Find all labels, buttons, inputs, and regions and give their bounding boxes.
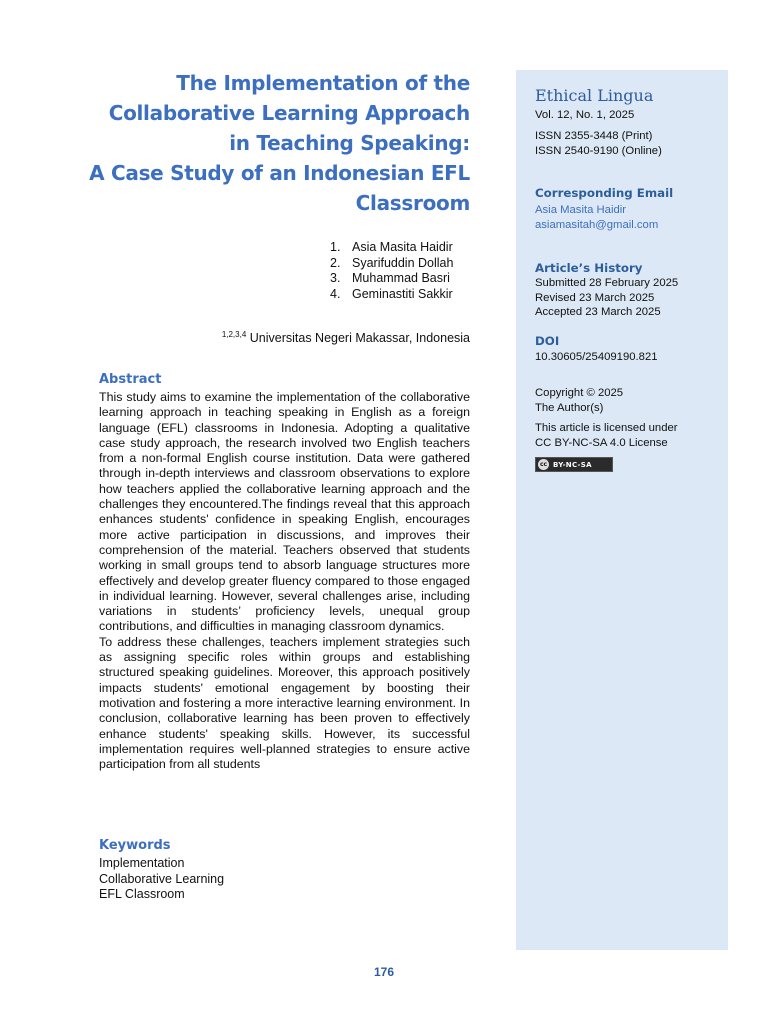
- title-line: Collaborative Learning Approach: [108, 101, 470, 125]
- doi-link[interactable]: 10.30605/25409190.821: [535, 351, 658, 363]
- affiliation-text: Universitas Negeri Makassar, Indonesia: [246, 331, 470, 345]
- cc-badge-label: BY-NC-SA: [553, 460, 592, 469]
- author-list: [330, 240, 470, 302]
- affiliation: [160, 330, 470, 345]
- keyword-item: Implementation: [99, 856, 185, 870]
- author-name: Asia Masita Haidir: [352, 240, 453, 254]
- title-line: The Implementation of the: [176, 71, 470, 95]
- doi-heading: DOI: [535, 334, 560, 348]
- author-number: 3.: [330, 271, 341, 285]
- affiliation-superscript: 1,2,3,4: [221, 330, 247, 339]
- author-item: [330, 240, 470, 256]
- author-number: 2.: [330, 255, 341, 270]
- author-item: [330, 271, 470, 287]
- journal-name: Ethical Lingua: [535, 86, 654, 105]
- keyword-item: EFL Classroom: [99, 887, 185, 901]
- copyright-holder: The Author(s): [535, 402, 604, 414]
- copyright-line: Copyright © 2025: [535, 387, 624, 399]
- author-item: [330, 287, 470, 303]
- email-heading: Corresponding Email: [535, 186, 674, 200]
- cc-license-badge[interactable]: [535, 457, 613, 472]
- issn-online: ISSN 2540-9190 (Online): [535, 145, 662, 157]
- author-item: [330, 256, 470, 272]
- journal-volume: Vol. 12, No. 1, 2025: [535, 109, 635, 121]
- submitted-date: Submitted 28 February 2025: [535, 277, 679, 289]
- article-title: [88, 68, 470, 218]
- abstract-paragraph: This study aims to examine the implementation of the collaborative learning approach in teaching speaking in English as a foreign language (EFL) classrooms in Indonesia. Adopting a qualitative case study approach, the research involved two English teachers from a non-formal English course institution. Data were gathered through in-depth interviews and classroom observations to explore how teachers applied the collaborative learning approach and the challenges they encountered.The findings reveal that this approach enhances students' confidence in speaking English, encourages more active participation in discussions, and improves their comprehension of the material. Teachers observed that students working in small groups tend to absorb language structures more effectively and develop greater fluency compared to those engaged in individual learning. However, several challenges arise, including variations in students’ proficiency levels, unequal group contributions, and difficulties in managing classroom dynamics.: [99, 390, 470, 634]
- creative-commons-icon: cc: [539, 461, 548, 468]
- title-line: A Case Study of an Indonesian EFL: [89, 161, 470, 185]
- journal-info-sidebar: [516, 70, 728, 950]
- corresponding-author-name: Asia Masita Haidir: [535, 204, 627, 216]
- history-heading: Article’s History: [535, 261, 643, 275]
- author-number: 4.: [330, 286, 341, 301]
- author-name: Geminastiti Sakkir: [352, 286, 453, 301]
- abstract-heading: Abstract: [99, 372, 162, 387]
- keywords-list: [99, 856, 224, 903]
- author-name: Muhammad Basri: [352, 271, 450, 285]
- keywords-heading: Keywords: [99, 838, 171, 853]
- corresponding-email-link[interactable]: asiamasitah@gmail.com: [535, 219, 659, 231]
- issn-print: ISSN 2355-3448 (Print): [535, 130, 653, 142]
- author-name: Syarifuddin Dollah: [352, 255, 454, 270]
- abstract-body: [99, 390, 470, 772]
- license-name: CC BY-NC-SA 4.0 License: [535, 437, 668, 449]
- page-number: 176: [373, 965, 395, 979]
- author-number: 1.: [330, 240, 341, 254]
- abstract-paragraph: To address these challenges, teachers implement strategies such as assigning specific roles within groups and establishing structured speaking guidelines. Moreover, this approach positively impacts students' emotional engagement by boosting their motivation and fostering a more interactive learning environment. In conclusion, collaborative learning has been proven to effectively enhance students' speaking skills. However, its successful implementation requires well-planned strategies to ensure active participation from all students: [99, 634, 470, 772]
- keyword-item: Collaborative Learning: [99, 871, 225, 886]
- revised-date: Revised 23 March 2025: [535, 292, 655, 304]
- title-line: Classroom: [355, 191, 470, 215]
- accepted-date: Accepted 23 March 2025: [535, 306, 661, 318]
- title-line: in Teaching Speaking:: [229, 131, 470, 155]
- license-text: This article is licensed under: [535, 422, 678, 434]
